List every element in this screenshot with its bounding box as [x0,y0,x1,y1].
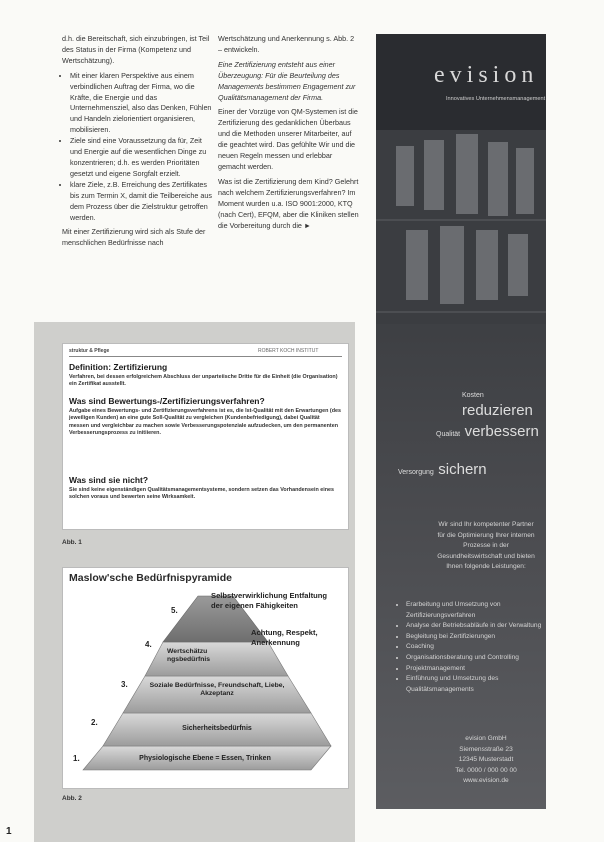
figure-2-maslow-pyramid [62,567,349,789]
article-column-2 [218,34,360,314]
column1-bullet-list [62,71,212,224]
figure1-header-rule [69,356,342,357]
slogan-line-2 [436,423,539,441]
figure1-header-right: ROBERT KOCH INSTITUT [258,348,319,354]
figure1-not-text: Sie sind keine eigenständigen Qualitätsmanagementsysteme, sondern setzen das Vorhandensein eines solchen voraus und bewerten seine Wirksamkeit. [69,487,335,501]
figure1-definition-text: Verfahren, bei dessen erfolgreichem Abschluss der unparteiische Dritte für die Einheit (die Organisation) ein Zertifikat ausstellt. [69,374,338,388]
evision-logo: evision [434,62,539,88]
column2-paragraph-3: Einer der Vorzüge von QM-Systemen ist die Zertifizierung des gedanklichen Überbaus und die Methoden unserer Mitarbeiter, auf die geachtet wird. Das gefühlte Wir und die neuen Regeln messen und erlebbar gemacht werden. [218,107,358,171]
ad-contact-line: Tel. 0000 / 000 00 00 [455,766,517,774]
column1-intro: d.h. die Bereitschaft, sich einzubringen, ist Teil des Status in der Firma (Kompetenz und Wertschätzung). [62,34,210,65]
figure1-heading-procedures: Was sind Bewertungs-/Zertifizierungsverfahren? [69,396,265,406]
level-2-label: Sicherheitsbedürfnis [182,725,252,732]
figure2-title: Maslow'sche Bedürfnispyramide [69,572,232,584]
level-4-label: Wertschätzungsbedürfnis [167,648,211,663]
ad-service-item: • Begleitung bei Zertifizierungen [406,632,546,643]
slogan-1-big: reduzieren [462,402,533,419]
figure1-caption: Abb. 1 [62,539,82,546]
slogan-line-1 [462,384,546,420]
level-3-label: Soziale Bedürfnisse, Freundschaft, Liebe, Akzeptanz [149,682,285,697]
ad-contact-line: evision GmbH [465,735,507,742]
column1-bullet: • klare Ziele, z.B. Erreichung des Zertifikates bis zum Termin X, damit die Teilbereiche aus dem Prozess über die Zielstruktur getroffen werden. [70,180,212,224]
level-1-number: 1. [73,754,80,763]
level-5-label: Selbstverwirklichung Entfaltung der eigenen Fähigkeiten [211,591,328,610]
level-4-number: 4. [145,640,152,649]
level-1-label: Physiologische Ebene = Essen, Trinken [139,755,271,762]
ad-service-item: • Organisationsberatung und Controlling [406,653,546,664]
slogan-line-3 [398,461,487,479]
ad-contact-line: 12345 Musterstadt [458,756,514,764]
column1-bullet: • Ziele sind eine Voraussetzung da für, Zeit und Energie auf die wesentlichen Dinge zu konzentrieren; d.h. es werden Prioritäten gesetzt und eigene Sorgfalt erzielt. [70,136,212,180]
column2-paragraph-4: Was ist die Zertifizierung dem Kind? Gelehrt nach welchem Zertifizierungsverfahren? Im Moment wurden u.a. ISO 9001:2000, KTQ (nach Cert), EFQM, aber die Kliniken stellen die Vorbereitung durch die ► [218,176,359,230]
level-2-number: 2. [91,718,98,727]
column1-bullet: • Mit einer klaren Perspektive aus einem verbindlichen Auftrag der Firma, wo die Kräfte, die Energie und das Unternehmensziel, also das Denken, Fühlen und Handeln zielorientiert organisieren, mobilisieren. [70,71,212,136]
column2-paragraph-2: Eine Zertifizierung entsteht aus einer Überzeugung: Für die Beurteilung des Managements bestimmen Engagement zur Qualitätsmanagement der Firma. [218,59,356,102]
ad-contact-line: Siemensstraße 23 [459,745,513,753]
level-4-side-label: Achtung, Respekt, Anerkennung [251,628,318,647]
column2-paragraph-1: Wertschätzung und Anerkennung s. Abb. 2 – entwickeln. [218,34,355,54]
slogan-1-small: Kosten [462,392,484,399]
ad-service-item: • Analyse der Betriebsabläufe in der Verwaltung [406,621,546,632]
page-number: 1 [6,826,12,837]
ad-service-item: • Coaching [406,642,546,653]
slogan-2-big: verbessern [464,423,539,440]
slogan-2-small: Qualität [436,431,461,438]
figure1-procedures-text: Aufgabe eines Bewertungs- und Zertifizierungsverfahrens ist es, die Ist-Qualität mit den Erwartungen (des jeweiligen Kunden) an eine gute Soll-Qualität zu vergleichen (Kundenbefriedigung), dabei Qualität messen und vergleichbar zu machen sowie Verbesserungspotenziale aufzudecken, um den permanenten Verbesserungsprozess zu initiieren. [69,408,341,437]
level-5-number: 5. [171,606,178,615]
ad-contact-line: www.evision.de [463,777,509,785]
figure1-heading-not: Was sind sie nicht? [69,475,149,485]
column1-outro: Mit einer Zertifizierung wird sich als Stufe der menschlichen Bedürfnisse nach [62,227,206,248]
slogan-3-big: sichern [438,461,487,478]
ad-service-item: • Projektmanagement [406,664,546,675]
level-3-number: 3. [121,680,128,689]
figure1-header-left: struktur & Pflege [69,348,110,354]
ad-intro-text: Wir sind Ihr kompetenter Partner für die Optimierung Ihrer internen Prozesse in der Gesundheitswirtschaft und bieten Ihnen folgende Leistungen: [437,521,535,571]
figure2-caption: Abb. 2 [62,795,82,802]
figure1-heading-definition: Definition: Zertifizierung [69,362,168,372]
article-column-1 [62,34,212,314]
slogan-3-small: Versorgung [398,469,434,476]
ad-service-item: • Erarbeitung und Umsetzung von Zertifizierungsverfahren [406,600,546,621]
evision-tagline: Innovatives Unternehmensmanagement [446,96,546,102]
ad-contact-block [432,734,540,787]
ad-service-item: • Einführung und Umsetzung des Qualitätsmanagements [406,674,546,695]
evision-advertisement [376,34,546,809]
ad-services-list [396,600,546,695]
figure-1-definition-slide [62,343,349,530]
